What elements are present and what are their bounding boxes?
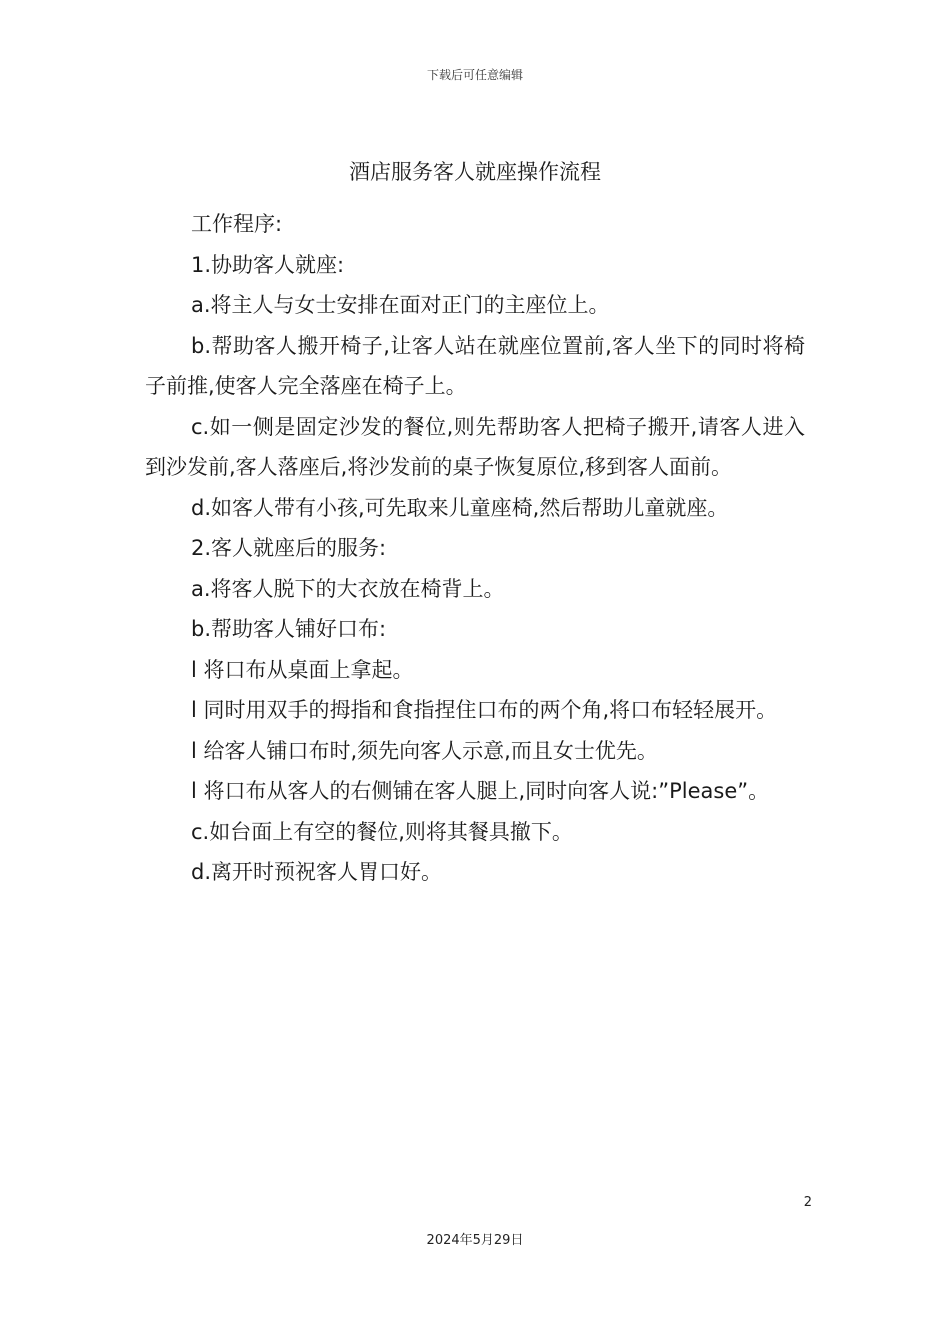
list-item-napkin-4: l 将口布从客人的右侧铺在客人腿上,同时向客人说:”Please”。 [191, 779, 770, 803]
paragraph-2c: c.如台面上有空的餐位,则将其餐具撤下。 [191, 819, 573, 844]
list-item-napkin-1: l 将口布从桌面上拿起。 [191, 657, 414, 682]
paragraph-2b: b.帮助客人铺好口布: [191, 617, 387, 641]
paragraph-1b: b.帮助客人搬开椅子,让客人站在就座位置前,客人坐下的同时将椅子前推,使客人完全落座在椅子上。 [145, 333, 805, 398]
paragraph-section-1: 1.协助客人就座: [191, 252, 345, 277]
paragraph-2d: d.离开时预祝客人胃口好。 [191, 860, 443, 884]
page-number: 2 [803, 1195, 812, 1210]
paragraph-work-procedure: 工作程序: [191, 212, 283, 236]
paragraph-1a: a.将主人与女士安排在面对正门的主座位上。 [191, 293, 610, 317]
paragraph-section-2: 2.客人就座后的服务: [191, 536, 387, 560]
footer-date: 2024年5月29日 [426, 1233, 524, 1248]
document-body [145, 204, 805, 893]
paragraph-2a: a.将客人脱下的大衣放在椅背上。 [191, 576, 505, 601]
paragraph-1c: c.如一侧是固定沙发的餐位,则先帮助客人把椅子搬开,请客人进入到沙发前,客人落座后,将沙发前的桌子恢复原位,移到客人面前。 [145, 414, 805, 479]
document-title: 酒店服务客人就座操作流程 [349, 160, 601, 184]
paragraph-1d: d.如客人带有小孩,可先取来儿童座椅,然后帮助儿童就座。 [191, 495, 729, 520]
header-note: 下载后可任意编辑 [426, 68, 523, 82]
list-item-napkin-2: l 同时用双手的拇指和食指捏住口布的两个角,将口布轻轻展开。 [191, 698, 778, 722]
list-item-napkin-3: l 给客人铺口布时,须先向客人示意,而且女士优先。 [191, 738, 658, 763]
